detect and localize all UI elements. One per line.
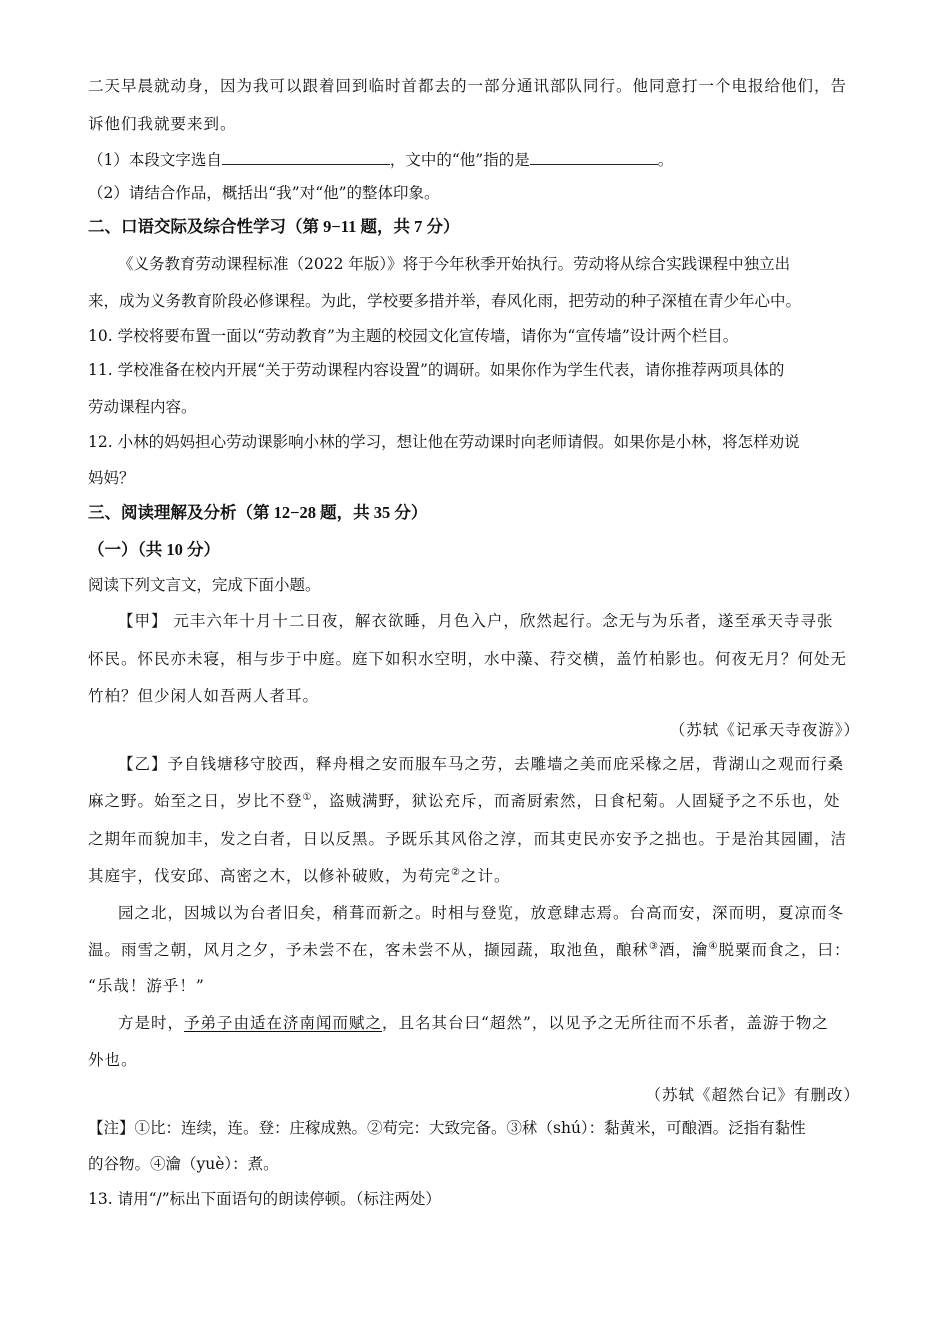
- question-8-part-1: （1）本段文字选自 ，文中的“他”指的是 。: [88, 148, 862, 171]
- section-2-heading: 二、口语交际及综合性学习（第 9−11 题，共 7 分）: [88, 217, 460, 236]
- classical-text-jia: 竹柏？但少闲人如吾两人者耳。: [88, 687, 320, 705]
- passage-line: 诉他们我就要来到。: [88, 115, 237, 133]
- question-11-cont: 劳动课程内容。: [88, 398, 197, 416]
- question-11: 11. 学校准备在校内开展“关于劳动课程内容设置”的调研。如果你作为学生代表，请你推荐两项具体的: [88, 361, 785, 379]
- source-citation: （苏轼《超然台记》有删改）: [645, 1086, 860, 1104]
- classical-text-yi: “乐哉！游乎！”: [88, 977, 205, 995]
- classical-text-yi: 之期年而貌加丰，发之白者，日以反黑。予既乐其风俗之淳，而其吏民亦安予之拙也。于是治其园圃，洁: [88, 830, 848, 848]
- underlined-sentence: 予弟子由适在济南闻而赋之: [184, 1014, 383, 1032]
- question-8-part-2: （2）请结合作品，概括出“我”对“他”的整体印象。: [88, 184, 440, 202]
- classical-text-yi: 【乙】予自钱塘移守胶西，释舟楫之安而服车马之劳，去雕墙之美而庇采椽之居，背湖山之观而行桑: [118, 755, 845, 773]
- classical-text-jia: 【甲】 元丰六年十月十二日夜，解衣欲睡，月色入户，欣然起行。念无与为乐者，遂至承天寺寻张: [118, 612, 834, 630]
- classical-text-yi: 外也。: [88, 1051, 138, 1069]
- question-12: 12. 小林的妈妈担心劳动课影响小林的学习，想让他在劳动课时向老师请假。如果你是小林，将怎样劝说: [88, 433, 800, 451]
- footnote-marker: ④: [708, 940, 719, 952]
- source-citation: （苏轼《记承天寺夜游》）: [669, 721, 860, 739]
- question-13: 13. 请用“/”标出下面语句的朗读停顿。（标注两处）: [88, 1190, 441, 1208]
- subsection-heading: （一）（共 10 分）: [88, 540, 220, 559]
- instruction: 阅读下列文言文，完成下面小题。: [88, 576, 321, 594]
- classical-text-jia: 怀民。怀民亦未寝，相与步于中庭。庭下如积水空明，水中藻、荇交横，盖竹柏影也。何夜无月？何处无: [88, 650, 848, 668]
- annotation-note: 【注】①比：连续，连。登：庄稼成熟。②苟完：大致完备。③秫（shú）：黏黄米，可酿酒。泛指有黏性: [88, 1119, 806, 1137]
- footnote-marker: ①: [302, 791, 313, 803]
- classical-text-yi: 园之北，因城以为台者旧矣，稍葺而新之。时相与登览，放意肆志焉。台高而安，深而明，夏凉而冬: [118, 904, 845, 922]
- footnote-marker: ③: [649, 940, 659, 952]
- section-3-heading: 三、阅读理解及分析（第 12−28 题，共 35 分）: [88, 503, 428, 522]
- passage-line: 二天早晨就动身，因为我可以跟着回到临时首都去的一部分通讯部队同行。他同意打一个电报给他们，告: [88, 77, 848, 95]
- paragraph-line: 来，成为义务教育阶段必修课程。为此，学校要多措并举，春风化雨，把劳动的种子深植在青少年心中。: [88, 292, 802, 310]
- paragraph-line: 《义务教育劳动课程标准（2022 年版）》将于今年秋季开始执行。劳动将从综合实践课程中独立出: [118, 255, 791, 273]
- annotation-note: 的谷物。④瀹（yuè）：煮。: [88, 1155, 279, 1173]
- answer-blank[interactable]: [530, 148, 658, 165]
- classical-text-yi: 方是时，予弟子由适在济南闻而赋之，且名其台曰“超然”，以见予之无所往而不乐者，盖游于物之: [118, 1014, 829, 1032]
- classical-text-yi: 其庭宇，伐安邱、高密之木，以修补破败，为苟完②之计。: [88, 866, 511, 885]
- footnote-marker: ②: [451, 866, 461, 878]
- question-10: 10. 学校将要布置一面以“劳动教育”为主题的校园文化宣传墙，请你为“宣传墙”设计两个栏目。: [88, 327, 739, 345]
- question-12-cont: 妈妈？: [88, 469, 135, 487]
- classical-text-yi: 麻之野。始至之日，岁比不登①，盗贼满野，狱讼充斥，而斋厨索然，日食杞菊。人固疑予之不乐也，处: [88, 791, 841, 810]
- answer-blank[interactable]: [222, 148, 390, 165]
- classical-text-yi: 温。雨雪之朝，风月之夕，予未尝不在，客未尝不从，撷园蔬，取池鱼，酿秫③酒，瀹④脱粟而食之，曰：: [88, 940, 851, 959]
